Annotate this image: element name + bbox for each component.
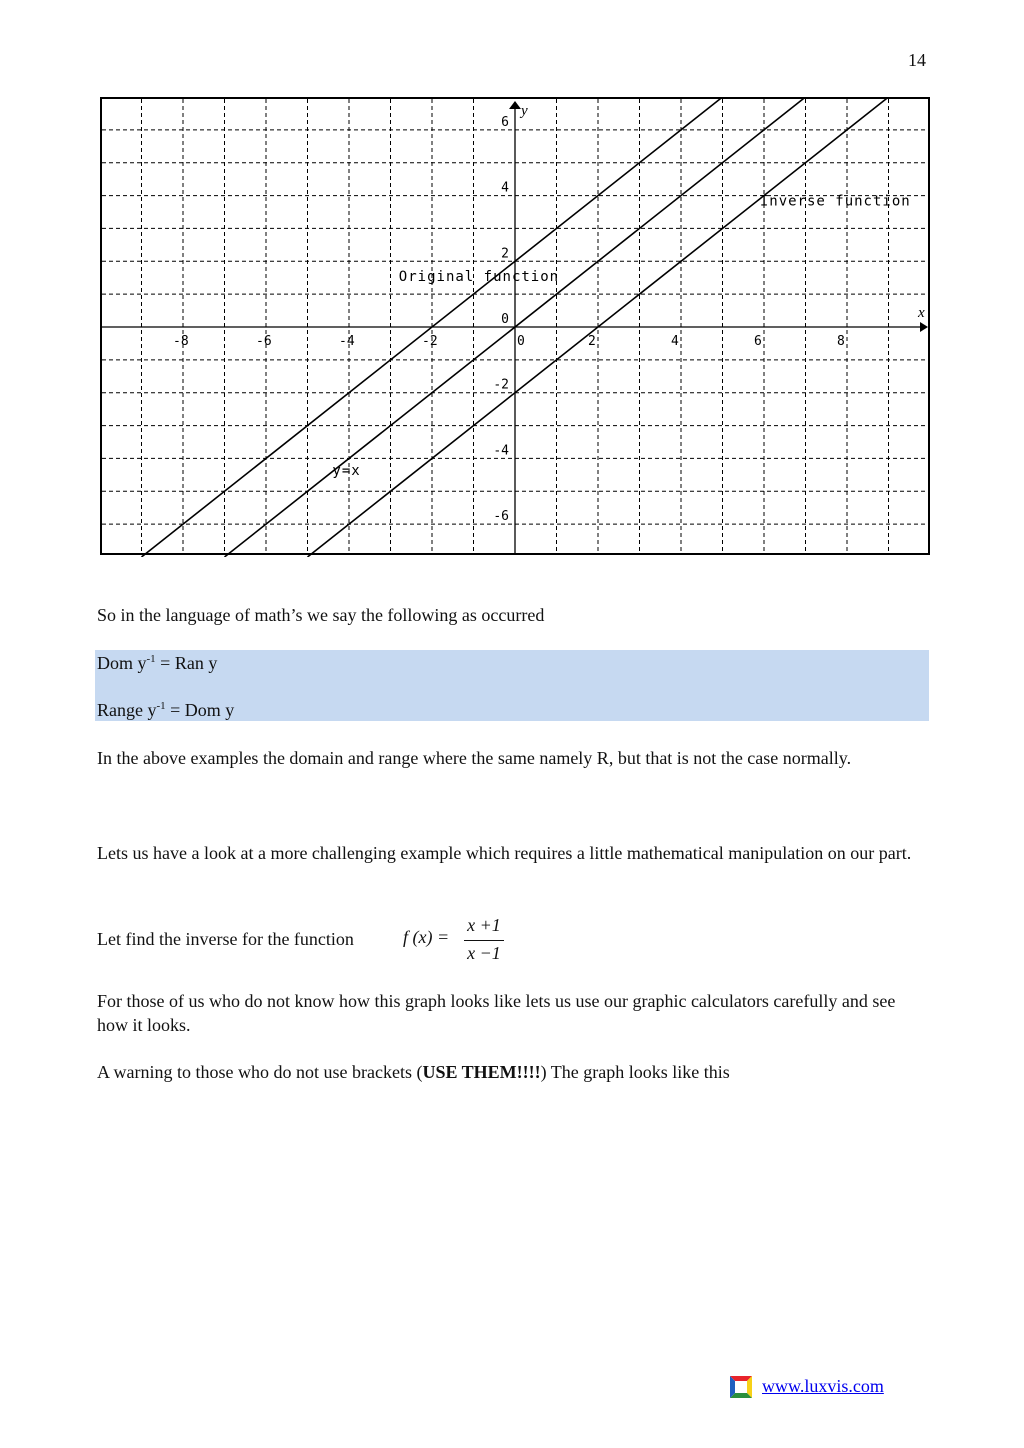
x-tick-label: 4 [671, 334, 679, 349]
paragraph-find-inverse: Let find the inverse for the function [97, 929, 354, 949]
paragraph-warning [97, 1060, 927, 1084]
annotation-label: y=x [332, 462, 361, 479]
function-graph [100, 97, 930, 557]
dom-superscript: -1 [146, 653, 156, 665]
annotation-label: Original function [398, 269, 560, 285]
formula-denominator: x −1 [467, 943, 501, 963]
range-equals: = Dom y [165, 700, 235, 720]
formula-lhs: f (x) = [403, 927, 450, 947]
range-label: Range y [97, 700, 157, 720]
function-formula [403, 915, 513, 965]
x-tick-label: 0 [517, 334, 525, 349]
formula-numerator: x +1 [467, 915, 501, 935]
x-tick-label: -6 [256, 334, 272, 349]
x-tick-label: -4 [339, 334, 355, 349]
website-link[interactable]: www.luxvis.com [762, 1376, 884, 1396]
x-tick-label: 8 [837, 334, 845, 349]
y-tick-label: 0 [501, 312, 509, 327]
x-axis-label: x [918, 305, 925, 321]
dom-inverse-line [97, 653, 217, 674]
y-tick-label: 6 [501, 114, 509, 130]
x-tick-label: 2 [588, 334, 596, 349]
y-tick-label: -4 [493, 443, 509, 459]
page-number: 14 [908, 50, 926, 70]
paragraph-intro-text: So in the language of math’s we say the following as occurred [97, 605, 545, 625]
dom-label: Dom y [97, 653, 147, 673]
paragraph-intro [97, 603, 927, 627]
range-inverse-line [97, 700, 234, 721]
highlight-box [95, 650, 929, 721]
y-tick-label: 2 [501, 246, 509, 262]
x-tick-label: -2 [422, 334, 438, 349]
warning-text-start: A warning to those who do not use brackets ( [97, 1062, 423, 1082]
y-tick-label: -6 [493, 509, 509, 525]
paragraph-domain-range: In the above examples the domain and range where the same namely R, but that is not the case normally. [97, 748, 852, 768]
range-superscript: -1 [156, 700, 166, 712]
y-tick-label: 4 [501, 180, 509, 196]
x-tick-label: -8 [173, 334, 189, 349]
luxvis-logo-icon [730, 1376, 752, 1398]
y-axis-label: y [521, 103, 528, 119]
annotation-label: Inverse function [759, 193, 911, 210]
y-tick-label: -2 [493, 377, 509, 393]
dom-equals: = Ran y [155, 653, 218, 673]
fraction-bar [464, 940, 504, 941]
paragraph-graphic-calculators: For those of us who do not know how this graph looks like lets us use our graphic calculators carefully and see how it looks. [97, 991, 896, 1035]
x-tick-label: 6 [754, 334, 762, 349]
warning-text-end: ) The graph looks like this [540, 1062, 730, 1082]
paragraph-challenge: Lets us have a look at a more challenging example which requires a little mathematical manipulation on our part. [97, 843, 912, 863]
warning-bold: USE THEM!!!! [422, 1062, 541, 1082]
